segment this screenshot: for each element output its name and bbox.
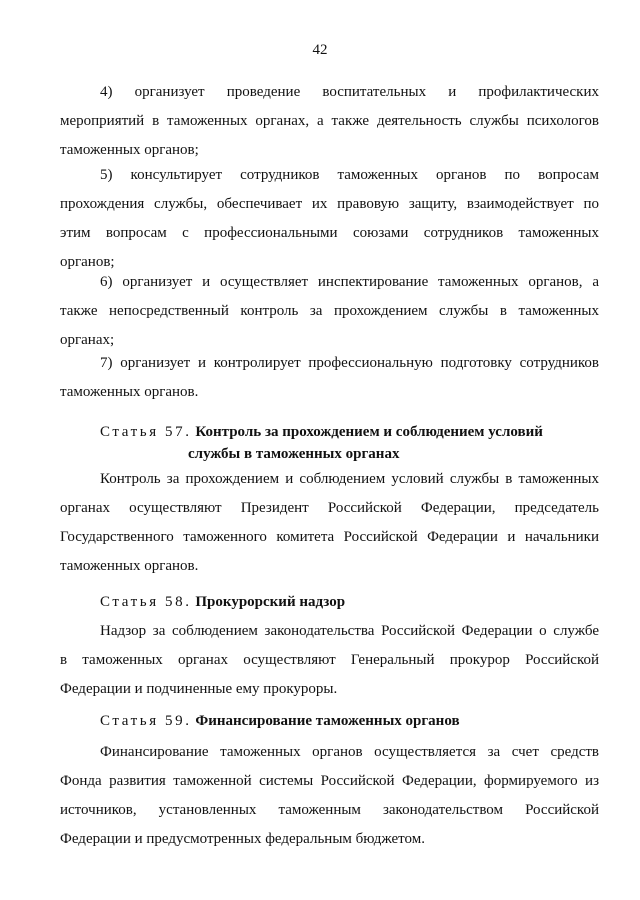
article-59-body: [60, 738, 599, 854]
text-line: таможенных органов.: [60, 384, 199, 400]
text-line: органах осуществляют Президент Российской Федерации, председатель: [60, 500, 599, 516]
text-line: органах;: [60, 332, 115, 348]
list-item-7: [60, 349, 599, 407]
text-line: 7) организует и контролирует профессиональную подготовку сотрудников: [100, 355, 599, 371]
article-title: Финансирование таможенных органов: [195, 713, 460, 729]
text-line: этим вопросам с профессиональными союзами сотрудников таможенных: [60, 225, 599, 241]
article-title: службы в таможенных органах: [188, 446, 400, 462]
text-line: 5) консультирует сотрудников таможенных органов по вопросам: [100, 167, 599, 183]
article-58-heading: [60, 588, 599, 617]
text-line: в таможенных органах осуществляют Генеральный прокурор Российской: [60, 652, 599, 668]
text-line: таможенных органов.: [60, 558, 199, 574]
article-label: Статья 57.: [100, 424, 192, 440]
article-59-heading: [60, 707, 599, 736]
text-line: Финансирование таможенных органов осуществляется за счет средств: [100, 744, 599, 760]
text-line: 6) организует и осуществляет инспектирование таможенных органов, а: [100, 274, 599, 290]
article-58-body: [60, 617, 599, 704]
text-line: Федерации и подчиненные ему прокуроры.: [60, 681, 338, 697]
text-line: 4) организует проведение воспитательных и профилактических: [100, 84, 599, 100]
article-57-heading: [60, 421, 599, 465]
list-item-6: [60, 268, 599, 355]
list-item-4: [60, 78, 599, 165]
text-line: таможенных органов;: [60, 142, 199, 158]
article-label: Статья 58.: [100, 594, 192, 610]
text-line: Федерации и предусмотренных федеральным бюджетом.: [60, 831, 425, 847]
article-title: Контроль за прохождением и соблюдением условий: [195, 424, 543, 440]
text-line: органов;: [60, 254, 115, 270]
text-line: Государственного таможенного комитета Российской Федерации и начальники: [60, 529, 599, 545]
text-line: прохождения службы, обеспечивает их правовую защиту, взаимодействует по: [60, 196, 599, 212]
text-line: также непосредственный контроль за прохождением службы в таможенных: [60, 303, 599, 319]
text-line: мероприятий в таможенных органах, а также деятельность службы психологов: [60, 113, 599, 129]
text-line: Контроль за прохождением и соблюдением условий службы в таможенных: [100, 471, 599, 487]
article-title: Прокурорский надзор: [195, 594, 346, 610]
article-label: Статья 59.: [100, 713, 192, 729]
article-57-body: [60, 465, 599, 581]
page-number: 42: [312, 42, 328, 58]
text-line: источников, установленных таможенным законодательством Российской: [60, 802, 599, 818]
list-item-5: [60, 161, 599, 277]
text-line: Фонда развития таможенной системы Российской Федерации, формируемого из: [60, 773, 599, 789]
text-line: Надзор за соблюдением законодательства Российской Федерации о службе: [100, 623, 599, 639]
